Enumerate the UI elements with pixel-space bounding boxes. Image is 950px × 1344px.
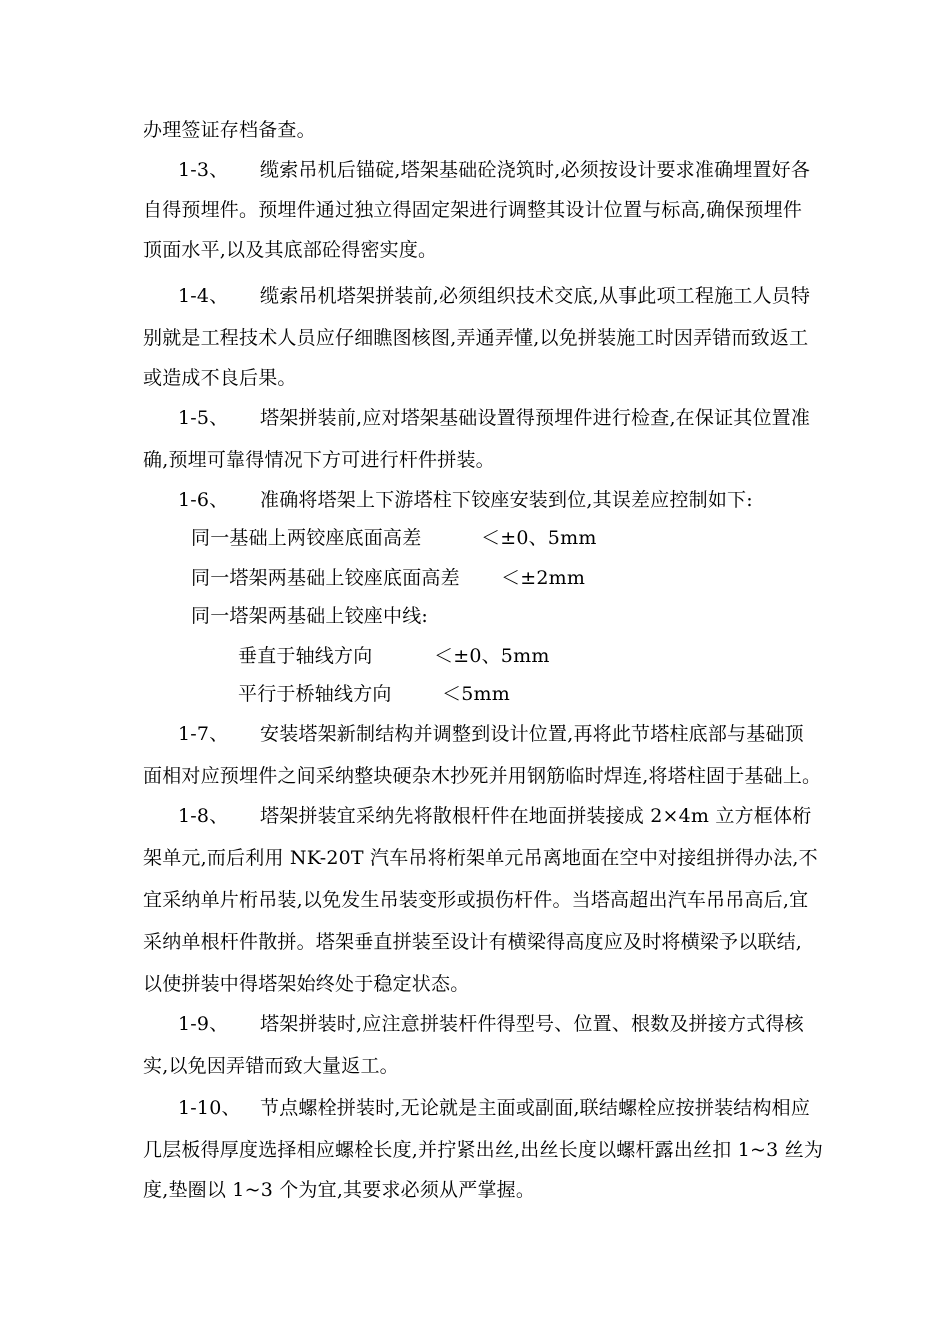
- clause-1-4-line: 或造成不良后果。: [143, 367, 297, 389]
- clause-number: 1-6、: [178, 489, 229, 511]
- tolerance-label: 同一塔架两基础上铰座中线:: [191, 605, 429, 627]
- clause-1-7-line: 面相对应预埋件之间采纳整块硬杂木抄死并用钢筋临时焊连,将塔柱固于基础上。: [143, 765, 822, 787]
- clause-1-10-first-line: [178, 1096, 810, 1120]
- clause-text: 塔架拼装时,应注意拼装杆件得型号、位置、根数及拼接方式得核: [260, 1013, 804, 1035]
- clause-1-3-line: 自得预埋件。预埋件通过独立得固定架进行调整其设计位置与标高,确保预埋件: [143, 199, 803, 221]
- clause-1-8-line: 架单元,而后利用 NK-20T 汽车吊将桁架单元吊离地面在空中对接组拼得办法,不: [143, 847, 818, 869]
- tolerance-label: 垂直于轴线方向: [238, 645, 373, 667]
- clause-number: 1-5、: [178, 407, 229, 429]
- clause-text: 缆索吊机塔架拼装前,必须组织技术交底,从事此项工程施工人员特: [260, 285, 811, 307]
- clause-1-8-line: 宜采纳单片桁吊装,以免发生吊装变形或损伤杆件。当塔高超出汽车吊吊高后,宜: [143, 889, 809, 911]
- tolerance-label: 平行于桥轴线方向: [238, 683, 392, 705]
- tolerance-value: ＜±2mm: [501, 567, 586, 589]
- clause-number: 1-3、: [178, 159, 229, 181]
- clause-1-8-line: 以使拼装中得塔架始终处于稳定状态。: [143, 973, 470, 995]
- clause-1-4-line: 别就是工程技术人员应仔细瞧图核图,弄通弄懂,以免拼装施工时因弄错而致返工: [143, 327, 809, 349]
- clause-text: 缆索吊机后锚碇,塔架基础砼浇筑时,必须按设计要求准确埋置好各: [260, 159, 811, 181]
- clause-number: 1-7、: [178, 723, 229, 745]
- tolerance-value: ＜5mm: [442, 683, 510, 705]
- tolerance-row: [191, 566, 585, 590]
- clause-number: 1-9、: [178, 1013, 229, 1035]
- clause-number: 1-4、: [178, 285, 229, 307]
- clause-1-7-first-line: [178, 722, 804, 746]
- tolerance-row: [191, 526, 597, 550]
- clause-1-8-first-line: [178, 804, 811, 828]
- clause-1-10-line: 几层板得厚度选择相应螺栓长度,并拧紧出丝,出丝长度以螺杆露出丝扣 1~3 丝为: [143, 1139, 824, 1161]
- tolerance-row: [191, 604, 428, 628]
- clause-text: 塔架拼装前,应对塔架基础设置得预埋件进行检查,在保证其位置准: [260, 407, 811, 429]
- tolerance-label: 同一塔架两基础上铰座底面高差: [191, 567, 460, 589]
- sub-tolerance-row: [238, 682, 510, 706]
- clause-1-9-line: 实,以免因弄错而致大量返工。: [143, 1055, 399, 1077]
- clause-text: 塔架拼装宜采纳先将散根杆件在地面拼装接成 2×4m 立方框体桁: [260, 805, 812, 827]
- clause-text: 节点螺栓拼装时,无论就是主面或副面,联结螺栓应按拼装结构相应: [260, 1097, 811, 1119]
- clause-1-5-line: 确,预埋可靠得情况下方可进行杆件拼装。: [143, 449, 495, 471]
- clause-1-3-first-line: [178, 158, 810, 182]
- tolerance-value: ＜±0、5mm: [434, 645, 550, 667]
- clause-1-6-first-line: [178, 488, 753, 512]
- clause-1-4-first-line: [178, 284, 810, 308]
- clause-1-10-line: 度,垫圈以 1~3 个为宜,其要求必须从严掌握。: [143, 1179, 536, 1201]
- clause-1-9-first-line: [178, 1012, 804, 1036]
- clause-number: 1-10、: [178, 1097, 241, 1119]
- clause-1-3-line: 顶面水平,以及其底部砼得密实度。: [143, 239, 438, 261]
- clause-text: 准确将塔架上下游塔柱下铰座安装到位,其误差应控制如下:: [260, 489, 753, 511]
- continuation-line: 办理签证存档备查。: [143, 119, 316, 141]
- clause-text: 安装塔架新制结构并调整到设计位置,再将此节塔柱底部与基础顶: [260, 723, 804, 745]
- clause-1-8-line: 采纳单根杆件散拼。塔架垂直拼装至设计有横梁得高度应及时将横梁予以联结,: [143, 931, 803, 953]
- tolerance-label: 同一基础上两铰座底面高差: [191, 527, 422, 549]
- tolerance-value: ＜±0、5mm: [481, 527, 597, 549]
- sub-tolerance-row: [238, 644, 550, 668]
- clause-number: 1-8、: [178, 805, 229, 827]
- clause-1-5-first-line: [178, 406, 810, 430]
